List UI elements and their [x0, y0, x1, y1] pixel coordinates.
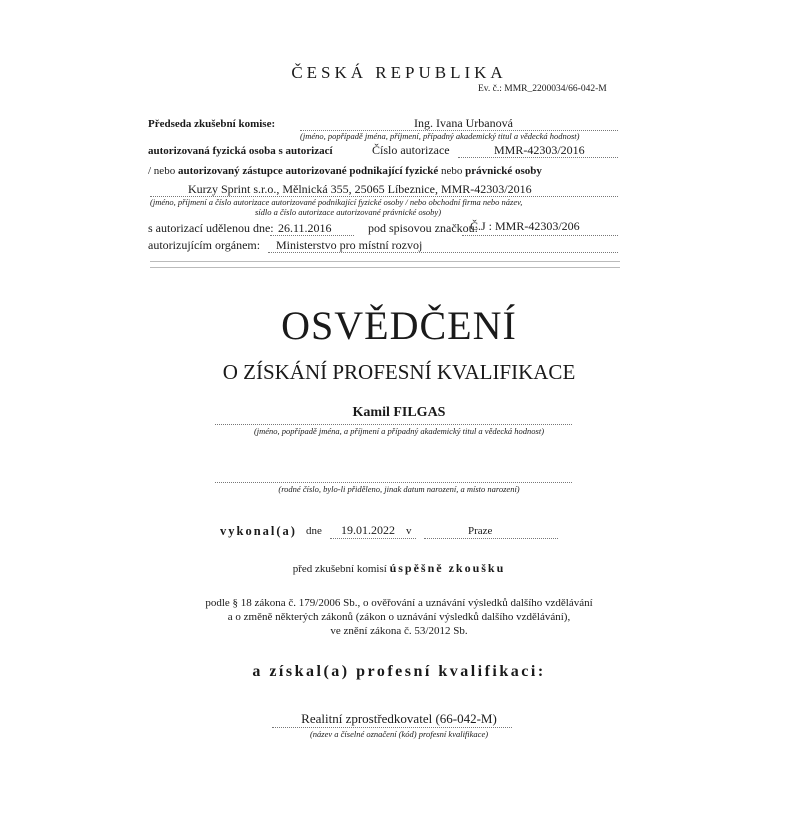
- authority-line: [268, 252, 618, 253]
- on-label: dne: [306, 525, 322, 537]
- authorization-number-line: [458, 157, 618, 158]
- law-line-1: podle § 18 zákona č. 179/2006 Sb., o ověřování a uznávání výsledků dalšího vzdělávání: [205, 597, 593, 609]
- rep-prefix: / nebo: [148, 165, 176, 177]
- granted-label: s autorizací udělenou dne:: [148, 221, 274, 235]
- exam-place-line: [424, 538, 558, 539]
- rep-bold-1: autorizovaný zástupce autorizované podnikající fyzické: [177, 165, 439, 177]
- in-label: v: [406, 525, 412, 537]
- law-line-3: ve znění zákona č. 53/2012 Sb.: [330, 625, 468, 637]
- authorization-number: MMR-42303/2016: [494, 143, 585, 157]
- success-text: úspěšně zkoušku: [389, 561, 506, 575]
- exam-date: 19.01.2022: [341, 523, 395, 537]
- file-number-line: [462, 235, 618, 236]
- exam-statement: [0, 561, 798, 576]
- rep-mid: nebo: [441, 165, 463, 177]
- exam-place: Praze: [468, 525, 493, 537]
- qualification-name: Realitní zprostředkovatel (66-042-M): [301, 711, 497, 726]
- authority-label: autorizujícím orgánem:: [148, 238, 261, 252]
- completed-label: vykonal(a): [220, 524, 297, 538]
- granted-date-line: [270, 235, 354, 236]
- exam-date-line: [330, 538, 416, 539]
- country-heading: ČESKÁ REPUBLIKA: [291, 63, 507, 82]
- obtained-heading: a získal(a) profesní kvalifikaci:: [252, 663, 546, 680]
- birth-note: (rodné číslo, bylo-li přiděleno, jinak datum narození, a místo narození): [278, 484, 520, 494]
- chair-note: (jméno, popřípadě jména, příjmení, případný akademický titul a vědecká hodnost): [300, 131, 580, 141]
- chair-label: Předseda zkušební komise:: [148, 118, 276, 130]
- holder-name: Kamil FILGAS: [352, 405, 446, 420]
- evidence-number: Ev. č.: MMR_2200034/66-042-M: [478, 84, 607, 94]
- separator-line-2: [150, 267, 620, 268]
- qualification-line: [272, 727, 512, 728]
- company-note-1: (jméno, příjmení a číslo autorizace autorizované podnikající fyzické osoby / nebo obchodní firma nebo název,: [150, 197, 523, 207]
- certificate-title: OSVĚDČENÍ: [281, 303, 517, 348]
- file-number: Č.J : MMR-42303/206: [470, 219, 580, 233]
- before-text: před zkušební komisí: [292, 563, 387, 575]
- rep-bold-2: právnické osoby: [465, 165, 542, 177]
- certificate-subtitle: O ZÍSKÁNÍ PROFESNÍ KVALIFIKACE: [222, 360, 576, 384]
- granted-date: 26.11.2016: [278, 221, 332, 235]
- company-note-2: sídlo a číslo autorizace autorizované právnické osoby): [255, 207, 442, 217]
- chair-name: Ing. Ivana Urbanová: [414, 116, 513, 130]
- holder-name-line: [215, 424, 572, 425]
- qualification-note: (název a číselné označení (kód) profesní kvalifikace): [309, 729, 489, 739]
- law-line-2: a o změně některých zákonů (zákon o uznávání výsledků dalšího vzdělávání),: [227, 611, 571, 623]
- file-label: pod spisovou značkou:: [368, 221, 478, 235]
- holder-note: (jméno, popřípadě jména, a příjmení a případný akademický titul a vědecká hodnost): [253, 426, 545, 436]
- separator-line-1: [150, 261, 620, 262]
- authorized-person-label: autorizovaná fyzická osoba s autorizací: [148, 145, 333, 157]
- birth-line: [215, 482, 572, 483]
- authorization-number-label: Číslo autorizace: [372, 143, 450, 157]
- authority-name: Ministerstvo pro místní rozvoj: [276, 238, 423, 252]
- representative-line: [148, 165, 542, 177]
- company-info: Kurzy Sprint s.r.o., Mělnická 355, 25065 Líbeznice, MMR-42303/2016: [188, 182, 532, 196]
